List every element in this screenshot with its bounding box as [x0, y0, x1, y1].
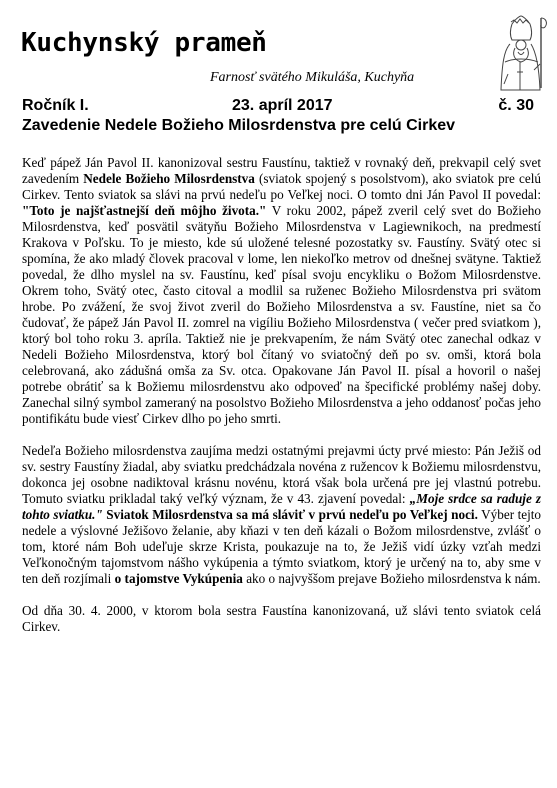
issue-info	[22, 96, 534, 116]
issue-volume: Ročník I.	[22, 97, 89, 114]
parish-subtitle: Farnosť svätého Mikuláša, Kuchyňa	[210, 70, 415, 85]
article-paragraph	[22, 603, 541, 635]
article-headline: Zavedenie Nedele Božieho Milosrdenstva pre celú Cirkev	[22, 117, 456, 134]
paragraph-text: V roku 2002, pápež zveril celý svet do Božieho Milosrdenstva, keď posvätil svätyňu Božieho Milosrdenstva v Lagiewnikoch, na predmestí Krakova v Poľsku. To je miesto, kde sú uložené telesné pozostatky sv. Faustíny. Svätý otec si spomína, že ako mladý človek pracoval v lome, len niekoľko metrov od dnešnej svätyne. Taktiež povedal, že dlho myslel na sv. Faustínu, keď písal svoju encykliku o Božom Milosrdenstve. Okrem toho, Svätý otec, často citoval a modlil sa ruženec Božieho Milosrdenstva pri svätom hrobe. Po zvážení, že svoj život zveril do Božieho Milosrdenstva a sv. Faustíne, niet sa čo čudovať, že pápež Ján Pavol II. zomrel na vigíliu Božieho Milosrdenstva ( večer pred sviatkom ), ktorý bol toho roku 3. apríla. Taktiež nie je prekvapením, že nám Svätý otec zanechal odkaz v Nedeli Božieho Milosrdenstva, ktorý bol čítaný vo sviatočný deň po sv. omši, ktorá bola celebrovaná, ako zádušná omša za Sv. otca. Opakovane Ján Pavol II. písal a hovoril o našej potrebe obrátiť sa k Božiemu milosrdenstvu ako odpoveď na špecifické problémy našej doby. Zanechal silný symbol zameraný na posolstvo Božieho Milosrdenstva a jeho oddanosť počas jeho pontifikátu bude viesť Cirkev dlho po jeho smrti.	[22, 203, 541, 426]
paragraph-text: Nedeľa Božieho milosrdenstva zaujíma medzi ostatnými prejavmi úcty prvé miesto: Pán Ježiš od sv. sestry Faustíny žiadal, aby sviatku predchádzala novéna z ružencov k Božiemu milosrdenstvu, dokonca jej osobne nadiktoval krásnu novénu, ktorá však bola určená pre jej vlastnú potrebu. Tomuto sviatku prikladal taký veľký význam, že v 43. zjavení povedal:	[22, 443, 541, 506]
paragraph-text: (sviatok spojený s posolstvom), ako sviatok pre celú Cirkev. Tento sviatok sa slávi na prvú nedeľu po Veľkej noci. O tomto dni Ján Pavol II povedal:	[22, 171, 541, 202]
issue-date: 23. apríl 2017	[232, 97, 333, 114]
emphasized-text: Sviatok Milosrdenstva sa má sláviť v prvú nedeľu po Veľkej noci.	[106, 507, 478, 522]
emphasized-text: o tajomstve Vykúpenia	[114, 571, 243, 586]
article-body	[22, 155, 541, 651]
paragraph-text: ako o najvyššom prejave Božieho milosrdenstva k nám.	[242, 571, 541, 586]
article-paragraph	[22, 155, 541, 427]
paragraph-text: Výber tejto nedele a výslovné Ježišovo želanie, aby kňazi v ten deň kázali o Božom milosrdenstve, zvlášť o tom, ktoré nám Boh udeľuje skrze Krista, poukazuje na to, že Ježiš vidí úzky vzťah medzi Veľkonočným tajomstvom nášho vykúpenia a týmto sviatkom, ktorý je určený na to, aby sme v ten deň rozjímali	[22, 507, 542, 586]
paragraph-text: Od dňa 30. 4. 2000, v ktorom bola sestra Faustína kanonizovaná, už slávi tento sviatok celá Cirkev.	[22, 603, 541, 634]
issue-number: č. 30	[498, 97, 534, 114]
paragraph-text: Keď pápež Ján Pavol II. kanonizoval sestru Faustínu, taktiež v rovnaký deň, prekvapil celý svet zavedením	[22, 155, 541, 186]
emphasized-text: "Toto je najšťastnejší deň môjho života."	[22, 203, 267, 218]
emphasized-text: Nedele Božieho Milosrdenstva	[83, 171, 255, 186]
emphasized-text: „Moje srdce sa raduje z tohto sviatku."	[22, 491, 542, 522]
article-paragraph	[22, 443, 541, 587]
newsletter-title: Kuchynský prameň	[21, 28, 267, 58]
saint-nicholas-emblem-icon	[496, 14, 550, 94]
